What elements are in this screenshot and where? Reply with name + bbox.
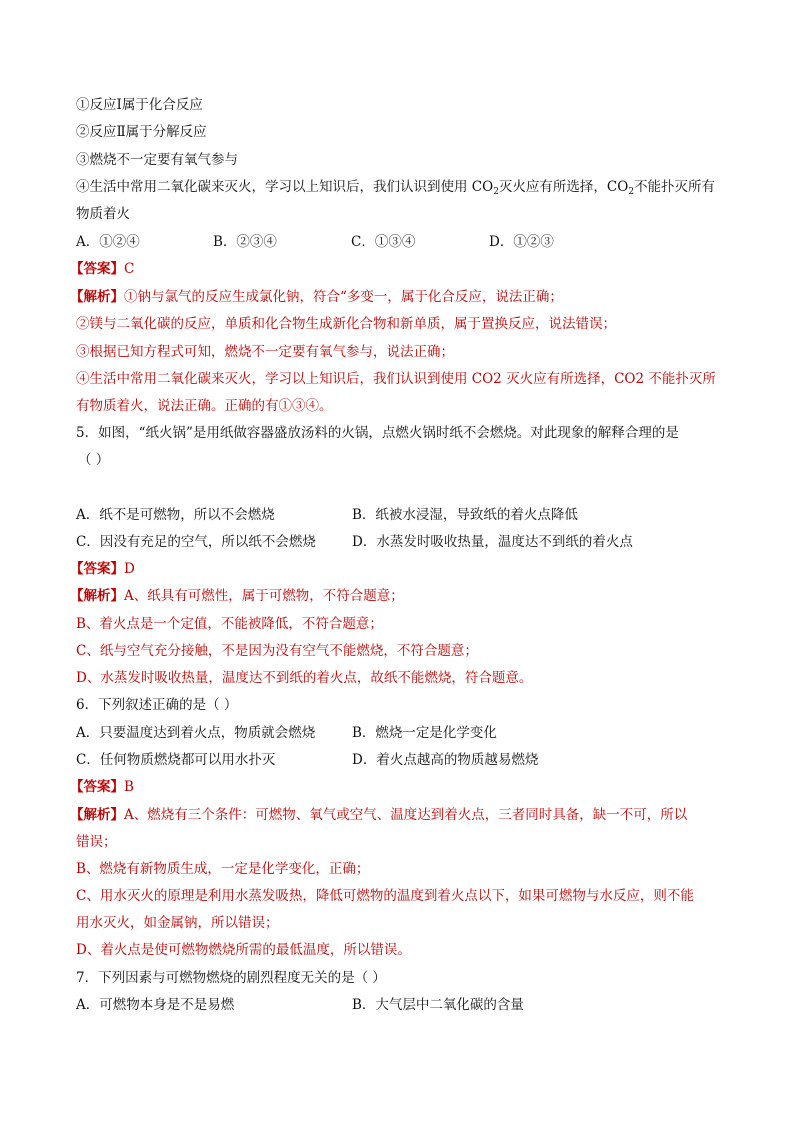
q7-stem: 7．下列因素与可燃物燃烧的剧烈程度无关的是（ ） [76, 970, 386, 986]
q6-analysis-line-5: 用水灭火，如金属钠，所以错误； [76, 915, 279, 931]
q6-analysis-line-3: B、燃烧有新物质生成，一定是化学变化，正确； [76, 861, 370, 877]
q4-item-4-part-c: 不能扑灭所有 [634, 179, 716, 195]
q4-item-4-part-b: 灭火应有所选择，CO [498, 179, 629, 195]
analysis-label: 【解析】 [70, 807, 124, 823]
q4-option-d: D．①②③ [489, 234, 554, 250]
q4-item-1: ①反应Ⅰ属于化合反应 [76, 97, 203, 113]
q4-analysis-line-3: ③根据已知方程式可知，燃烧不一定要有氧气参与，说法正确； [76, 344, 454, 360]
q7-option-a: A．可燃物本身是不是易燃 [76, 997, 235, 1013]
q6-analysis-line-6: D、着火点是使可燃物燃烧所需的最低温度，所以错误。 [76, 942, 411, 958]
q5-stem-line-1: 5．如图，“纸火锅”是用纸做容器盛放汤料的火锅，点燃火锅时纸不会燃烧。对此现象的解释合理的是 [76, 425, 679, 441]
q4-item-3: ③燃烧不一定要有氧气参与 [76, 152, 238, 168]
q4-item-2: ②反应Ⅱ属于分解反应 [76, 124, 207, 140]
q6-option-a: A．只要温度达到着火点，物质就会燃烧 [76, 725, 316, 741]
q4-item-4 [76, 177, 715, 202]
q4-analysis-line-1 [70, 287, 563, 307]
answer-label: 【答案】 [70, 261, 124, 277]
analysis-text: A、纸具有可燃性，属于可燃物，不符合题意； [124, 588, 404, 604]
q6-option-b: B．燃烧一定是化学变化 [352, 725, 497, 741]
answer-value: C [124, 261, 135, 277]
q4-analysis-line-2: ②镁与二氧化碳的反应，单质和化合物生成新化合物和新单质，属于置换反应，说法错误； [76, 316, 616, 332]
q6-analysis-line-4: C、用水灭火的原理是利用水蒸发吸热，降低可燃物的温度到着火点以下，如果可燃物与水反应，则不能 [76, 888, 694, 904]
analysis-text: ①钠与氯气的反应生成氯化钠，符合“多变一，属于化合反应，说法正确； [124, 289, 563, 305]
q5-option-b: B．纸被水浸湿，导致纸的着火点降低 [352, 507, 578, 523]
q5-analysis-line-1 [70, 586, 404, 606]
q4-option-a: A．①②④ [76, 234, 140, 250]
q4-option-b: B．②③④ [213, 234, 277, 250]
answer-value: B [124, 779, 134, 795]
q6-analysis-line-1 [70, 805, 687, 825]
q5-analysis-line-4: D、水蒸发时吸收热量，温度达不到纸的着火点，故纸不能燃烧，符合题意。 [76, 670, 533, 686]
q5-analysis-line-2: B、着火点是一个定值，不能被降低，不符合题意； [76, 616, 383, 632]
q5-option-c: C．因没有充足的空气，所以纸不会燃烧 [76, 534, 316, 550]
q4-analysis-line-4: ④生活中常用二氧化碳来灭火，学习以上知识后，我们认识到使用 CO2 灭火应有所选择，CO2 不能扑灭所 [76, 371, 716, 387]
q5-stem-line-2: （ ） [78, 452, 110, 468]
q5-analysis-line-3: C、纸与空气充分接触，不是因为没有空气不能燃烧，不符合题意； [76, 643, 478, 659]
q7-option-b: B．大气层中二氧化碳的含量 [352, 997, 524, 1013]
q6-answer [70, 777, 134, 797]
q4-option-c: C．①③④ [351, 234, 416, 250]
subscript: 2 [493, 187, 499, 197]
q5-answer [70, 559, 135, 579]
answer-label: 【答案】 [70, 779, 124, 795]
q4-item-4-line-2: 物质着火 [76, 206, 130, 222]
answer-value: D [124, 561, 135, 577]
q6-option-c: C．任何物质燃烧都可以用水扑灭 [76, 752, 276, 768]
q4-item-4-part-a: ④生活中常用二氧化碳来灭火，学习以上知识后，我们认识到使用 CO [76, 179, 494, 195]
q6-analysis-line-2: 错误； [76, 834, 117, 850]
q4-answer [70, 259, 134, 279]
q5-option-a: A．纸不是可燃物，所以不会燃烧 [76, 507, 275, 523]
q6-option-d: D．着火点越高的物质越易燃烧 [352, 752, 539, 768]
answer-label: 【答案】 [70, 561, 124, 577]
subscript: 2 [628, 187, 635, 197]
q4-analysis-line-5: 有物质着火，说法正确。正确的有①③④。 [76, 398, 333, 414]
q5-option-d: D．水蒸发时吸收热量，温度达不到纸的着火点 [352, 534, 633, 550]
analysis-label: 【解析】 [70, 289, 124, 305]
q6-stem: 6．下列叙述正确的是（ ） [76, 697, 238, 713]
analysis-label: 【解析】 [70, 588, 124, 604]
analysis-text: A、燃烧有三个条件：可燃物、氧气或空气、温度达到着火点，三者同时具备，缺一不可，所以 [124, 807, 688, 823]
